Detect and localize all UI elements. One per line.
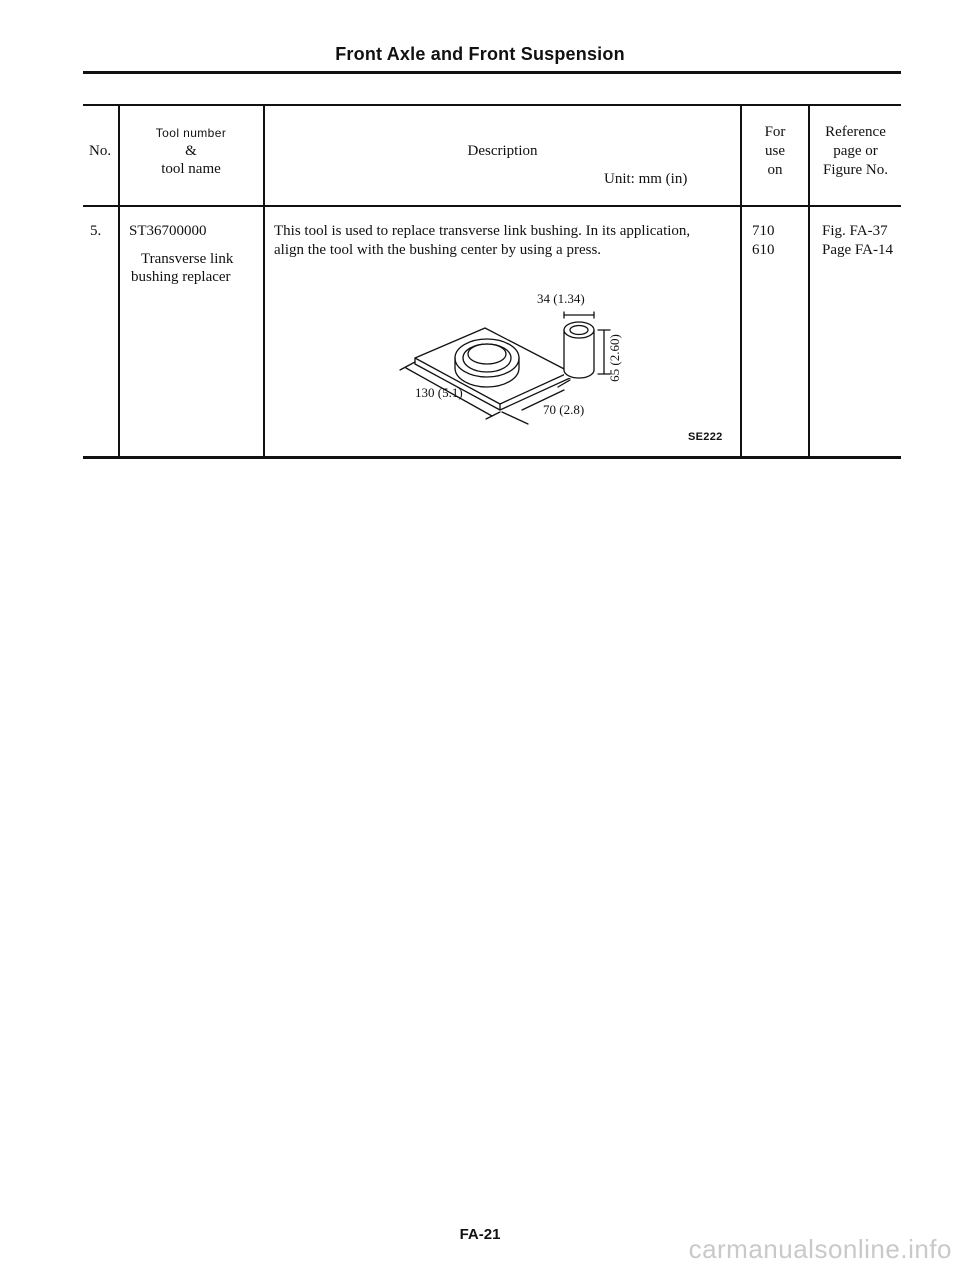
- for-use-710: 710: [752, 223, 775, 239]
- header-page-or: page or: [833, 143, 878, 159]
- header-rule: [83, 71, 901, 74]
- table-top-rule: [83, 104, 901, 106]
- reference-figure: Fig. FA-37: [822, 223, 888, 239]
- header-figure-no: Figure No.: [823, 162, 888, 178]
- figure-code: SE222: [688, 431, 723, 443]
- page-title: Front Axle and Front Suspension: [335, 44, 625, 64]
- header-use: use: [765, 143, 785, 159]
- dimension-length: 130 (5.1): [415, 385, 463, 400]
- tool-name-line2: bushing replacer: [131, 269, 231, 285]
- description-line1: This tool is used to replace transverse link bushing. In its application,: [274, 223, 691, 239]
- row-number: 5.: [90, 223, 102, 239]
- tool-number: ST36700000: [129, 223, 207, 239]
- header-on: on: [767, 162, 783, 178]
- watermark: carmanualsonline.info: [688, 1234, 952, 1264]
- collar-ring: [455, 339, 519, 377]
- dimension-width: 70 (2.8): [543, 402, 585, 417]
- description-line2: align the tool with the bushing center by using a press.: [274, 242, 602, 258]
- header-tool-number: Tool number: [155, 126, 227, 140]
- header-for: For: [764, 124, 786, 140]
- reference-page: Page FA-14: [822, 242, 893, 258]
- header-tool-name: tool name: [161, 161, 221, 177]
- header-ampersand: &: [185, 143, 197, 159]
- table-header-rule: [83, 205, 901, 207]
- header-description: Description: [467, 143, 538, 159]
- dimension-top: 34 (1.34): [537, 291, 585, 306]
- table-bottom-rule: [83, 456, 901, 459]
- page-number: FA-21: [459, 1226, 501, 1243]
- tool-name-line1: Transverse link: [141, 251, 234, 267]
- for-use-610: 610: [752, 242, 775, 258]
- header-reference: Reference: [825, 124, 886, 140]
- header-unit: Unit: mm (in): [604, 171, 688, 187]
- dimension-height: 65 (2.60): [606, 334, 622, 382]
- header-no: No.: [89, 143, 112, 159]
